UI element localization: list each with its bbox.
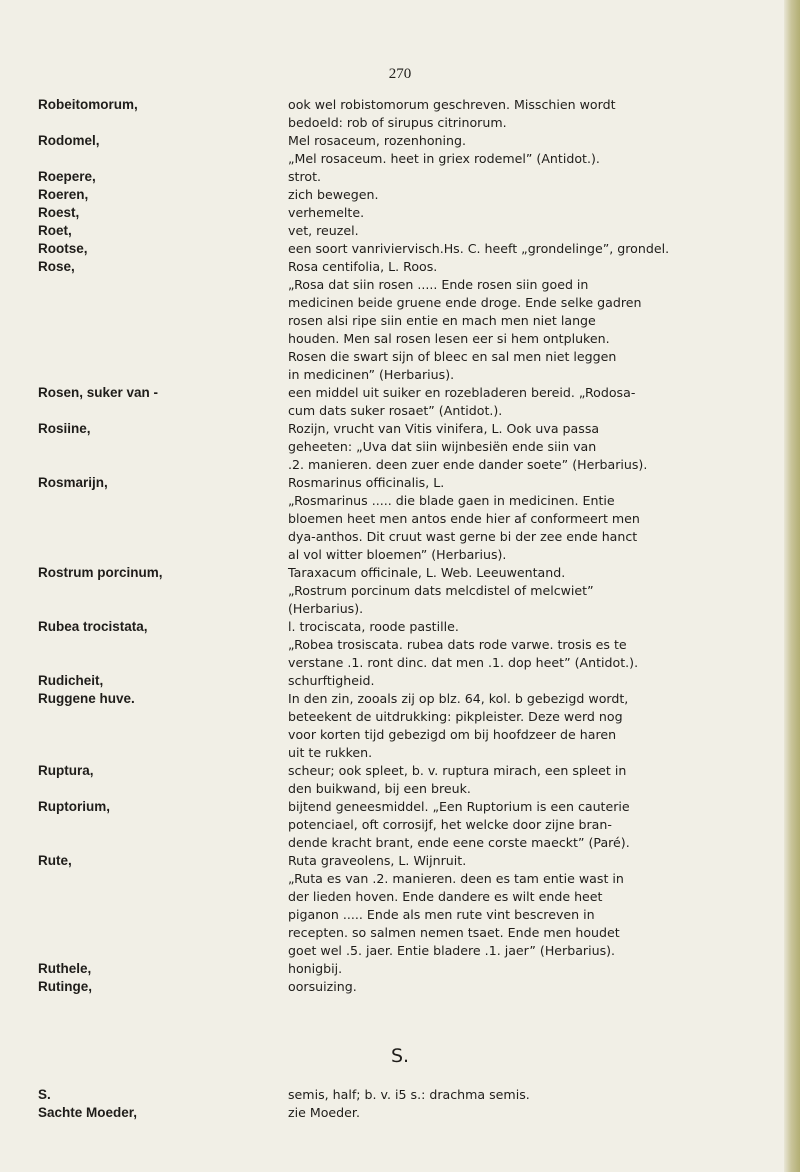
- definition-line: Taraxacum officinale, L. Web. Leeuwentand.: [288, 565, 566, 580]
- entry-headword: Roest,: [38, 205, 80, 220]
- entry-definition: [288, 1104, 788, 1122]
- definition-line: ook wel robistomorum geschreven. Misschien wordt: [288, 97, 616, 112]
- definition-line: dende kracht brant, ende eene corste maeckt” (Paré).: [288, 835, 630, 850]
- definition-line: Rosen die swart sijn of bleec en sal men niet leggen: [288, 349, 617, 364]
- definition-line: potenciael, oft corrosijf, het welcke door zijne bran-: [288, 817, 612, 832]
- entry-headword: Roet,: [38, 223, 72, 238]
- definition-line: „Mel rosaceum. heet in griex rodemel” (Antidot.).: [288, 151, 600, 166]
- definition-line: al vol witter bloemen” (Herbarius).: [288, 547, 507, 562]
- entry-definition: [288, 618, 788, 672]
- entry-ruggene-huve: [0, 690, 800, 762]
- entry-definition: [288, 564, 788, 618]
- entry-definition: [288, 168, 788, 186]
- definition-line: strot.: [288, 169, 322, 184]
- entry-definition: [288, 1086, 788, 1104]
- definition-line: In den zin, zooals zij op blz. 64, kol. b gebezigd wordt,: [288, 691, 629, 706]
- definition-line: bijtend geneesmiddel. „Een Ruptorium is een cauterie: [288, 799, 630, 814]
- entry-definition: [288, 798, 788, 852]
- entry-roest: [0, 204, 800, 222]
- entry-rudicheit: [0, 672, 800, 690]
- entry-list: [0, 96, 800, 996]
- definition-line: rosen alsi ripe siin entie en mach men niet lange: [288, 313, 596, 328]
- entry-headword: Ruptorium,: [38, 799, 110, 814]
- definition-line: l. trociscata, roode pastille.: [288, 619, 459, 634]
- definition-line: dya-anthos. Dit cruut wast gerne bi der zee ende hanct: [288, 529, 638, 544]
- entry-definition: [288, 258, 788, 384]
- definition-line: „Rosa dat siin rosen ..... Ende rosen siin goed in: [288, 277, 589, 292]
- entry-rose: [0, 258, 800, 384]
- entry-ruptura: [0, 762, 800, 798]
- definition-line: der lieden hoven. Ende dandere es wilt ende heet: [288, 889, 603, 904]
- entry-headword: Rosmarijn,: [38, 475, 108, 490]
- definition-line: „Robea trosiscata. rubea dats rode varwe. trosis es te: [288, 637, 627, 652]
- entry-rosmarijn: [0, 474, 800, 564]
- entry-definition: [288, 420, 788, 474]
- entry-definition: [288, 690, 788, 762]
- entry-definition: [288, 672, 788, 690]
- entry-definition: [288, 384, 788, 420]
- entry-rute: [0, 852, 800, 960]
- definition-line: uit te rukken.: [288, 745, 373, 760]
- entry-headword: Rodomel,: [38, 133, 100, 148]
- entry-robeitomorum: [0, 96, 800, 132]
- definition-line: in medicinen” (Herbarius).: [288, 367, 455, 382]
- entry-headword: Rosen, suker van -: [38, 385, 159, 400]
- definition-line: voor korten tijd gebezigd om bij hoofdzeer de haren: [288, 727, 617, 742]
- entry-definition: [288, 978, 788, 996]
- entry-headword: Robeitomorum,: [38, 97, 138, 112]
- entry-headword: Roepere,: [38, 169, 96, 184]
- entry-roepere: [0, 168, 800, 186]
- entry-rosen-suker: [0, 384, 800, 420]
- entry-definition: [288, 240, 788, 258]
- entry-headword: Rosiine,: [38, 421, 91, 436]
- entry-definition: [288, 474, 788, 564]
- entry-headword: S.: [38, 1087, 51, 1102]
- definition-line: zich bewegen.: [288, 187, 379, 202]
- entry-definition: [288, 852, 788, 960]
- definition-line: bedoeld: rob of sirupus citrinorum.: [288, 115, 507, 130]
- definition-line: „Rosmarinus ..... die blade gaen in medicinen. Entie: [288, 493, 615, 508]
- entry-sachte-moeder: [0, 1104, 800, 1122]
- entry-rosiine: [0, 420, 800, 474]
- entry-rootse: [0, 240, 800, 258]
- entry-definition: [288, 222, 788, 240]
- entry-definition: [288, 960, 788, 978]
- entry-rutinge: [0, 978, 800, 996]
- entry-definition: [288, 762, 788, 798]
- definition-line: Mel rosaceum, rozenhoning.: [288, 133, 467, 148]
- definition-line: den buikwand, bij een breuk.: [288, 781, 471, 796]
- definition-line: verhemelte.: [288, 205, 365, 220]
- definition-line: „Rostrum porcinum dats melcdistel of melcwiet”: [288, 583, 594, 598]
- definition-line: piganon ..... Ende als men rute vint bescreven in: [288, 907, 595, 922]
- entry-definition: [288, 96, 788, 132]
- definition-line: vet, reuzel.: [288, 223, 359, 238]
- definition-line: beteekent de uitdrukking: pikpleister. Deze werd nog: [288, 709, 623, 724]
- definition-line: goet wel .5. jaer. Entie bladere .1. jaer” (Herbarius).: [288, 943, 616, 958]
- definition-line: scheur; ook spleet, b. v. ruptura mirach, een spleet in: [288, 763, 627, 778]
- definition-line: oorsuizing.: [288, 979, 357, 994]
- entry-rodomel: [0, 132, 800, 168]
- entry-headword: Ruthele,: [38, 961, 92, 976]
- entry-headword: Rostrum porcinum,: [38, 565, 163, 580]
- entry-headword: Roeren,: [38, 187, 89, 202]
- definition-line: een soort vanriviervisch.Hs. C. heeft „grondelinge”, grondel.: [288, 241, 670, 256]
- entry-headword: Rose,: [38, 259, 75, 274]
- entry-ruptorium: [0, 798, 800, 852]
- definition-line: Rosa centifolia, L. Roos.: [288, 259, 438, 274]
- definition-line: semis, half; b. v. i5 s.: drachma semis.: [288, 1087, 530, 1102]
- entry-s: [0, 1086, 800, 1104]
- entry-roet: [0, 222, 800, 240]
- entry-headword: Rudicheit,: [38, 673, 104, 688]
- entry-headword: Ruggene huve.: [38, 691, 135, 706]
- entry-roeren: [0, 186, 800, 204]
- definition-line: „Ruta es van .2. manieren. deen es tam entie wast in: [288, 871, 624, 886]
- definition-line: een middel uit suiker en rozebladeren bereid. „Rodosa-: [288, 385, 636, 400]
- definition-line: houden. Men sal rosen lesen eer si hem ontpluken.: [288, 331, 610, 346]
- definition-line: (Herbarius).: [288, 601, 364, 616]
- definition-line: zie Moeder.: [288, 1105, 360, 1120]
- definition-line: .2. manieren. deen zuer ende dander soete” (Herbarius).: [288, 457, 648, 472]
- entry-headword: Rute,: [38, 853, 72, 868]
- entry-rostrum-porcinum: [0, 564, 800, 618]
- entry-definition: [288, 204, 788, 222]
- entry-headword: Sachte Moeder,: [38, 1105, 138, 1120]
- definition-line: honigbij.: [288, 961, 343, 976]
- entry-definition: [288, 186, 788, 204]
- entry-headword: Rutinge,: [38, 979, 92, 994]
- definition-line: Rozijn, vrucht van Vitis vinifera, L. Ook uva passa: [288, 421, 600, 436]
- definition-line: geheeten: „Uva dat siin wijnbesiën ende siin van: [288, 439, 597, 454]
- entry-headword: Rubea trocistata,: [38, 619, 148, 634]
- definition-line: Rosmarinus officinalis, L.: [288, 475, 445, 490]
- definition-line: recepten. so salmen nemen tsaet. Ende men houdet: [288, 925, 620, 940]
- entry-list-s: [0, 1086, 800, 1122]
- entry-headword: Ruptura,: [38, 763, 94, 778]
- section-heading: S.: [390, 1045, 410, 1067]
- entry-headword: Rootse,: [38, 241, 88, 256]
- definition-line: cum dats suker rosaet” (Antidot.).: [288, 403, 503, 418]
- definition-line: verstane .1. ront dinc. dat men .1. dop heet” (Antidot.).: [288, 655, 639, 670]
- definition-line: Ruta graveolens, L. Wijnruit.: [288, 853, 467, 868]
- entry-definition: [288, 132, 788, 168]
- definition-line: medicinen beide gruene ende droge. Ende selke gadren: [288, 295, 642, 310]
- definition-line: schurftigheid.: [288, 673, 375, 688]
- entry-rubea-trocistata: [0, 618, 800, 672]
- definition-line: bloemen heet men antos ende hier af conformeert men: [288, 511, 640, 526]
- page-number: 270: [388, 66, 412, 82]
- entry-ruthele: [0, 960, 800, 978]
